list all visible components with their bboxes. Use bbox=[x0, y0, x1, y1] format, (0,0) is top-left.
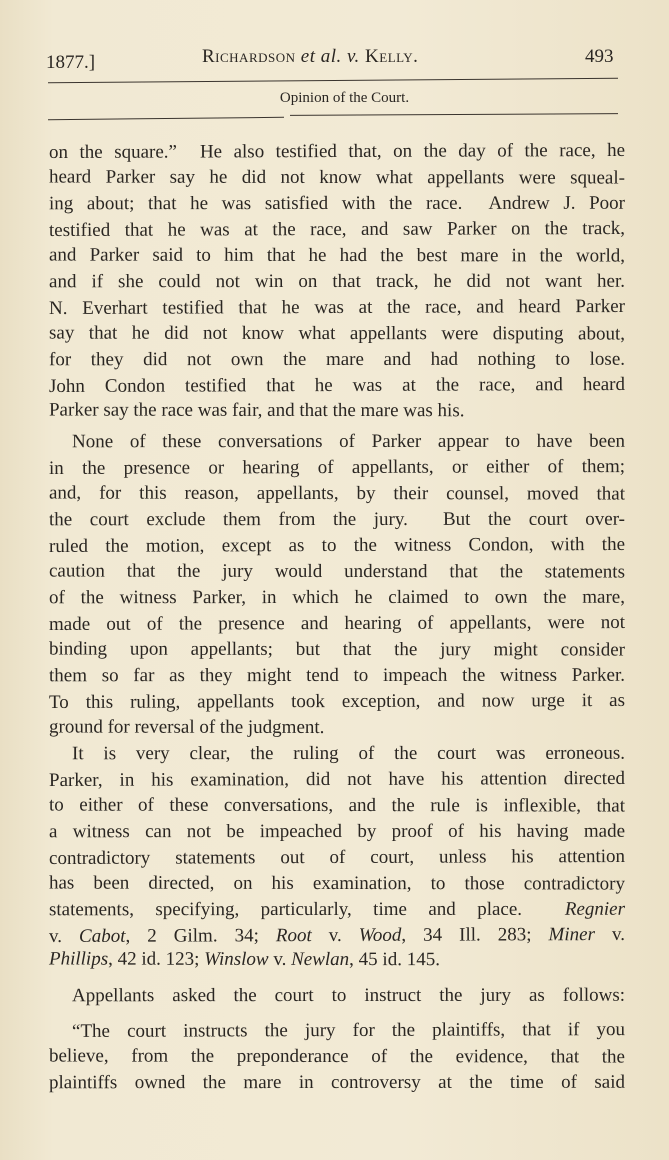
text-segment: , 45 id. 145. bbox=[349, 949, 440, 971]
text-segment: made out of the presence and hearing of appellants, were not bbox=[48, 611, 626, 636]
text-line bbox=[49, 243, 625, 268]
header-rule-top bbox=[48, 78, 618, 84]
text-segment: ground for reversal of the judgment. bbox=[48, 716, 325, 738]
header-rule-bottom-right bbox=[290, 113, 618, 116]
text-line bbox=[72, 430, 625, 454]
text-segment: v. bbox=[48, 925, 80, 948]
text-line bbox=[49, 637, 625, 662]
text-segment: to either of these conversations, and the rule is inflexible, that bbox=[48, 794, 626, 817]
text-line bbox=[72, 742, 625, 766]
text-segment: and if she could not win on that track, he did not want her. bbox=[48, 270, 626, 293]
text-segment: , 42 id. 123; bbox=[108, 948, 205, 970]
text-line bbox=[49, 820, 625, 845]
text-segment: a witness can not be impeached by proof of his having made bbox=[48, 820, 626, 843]
text-segment: Parker, in his examination, did not have his attention directed bbox=[48, 767, 626, 792]
text-segment: “The court instructs the jury for the plaintiffs, that if you bbox=[71, 1019, 626, 1042]
text-segment: To this ruling, appellants took exception, and now urge it as bbox=[48, 689, 626, 714]
text-line bbox=[49, 348, 625, 373]
case-party-a: Richardson bbox=[202, 46, 301, 67]
text-line bbox=[49, 1071, 625, 1096]
text-segment: v. bbox=[594, 923, 626, 946]
case-citation-name: Wood bbox=[358, 924, 402, 946]
text-segment: v. bbox=[268, 948, 292, 970]
case-party-b: Kelly. bbox=[365, 46, 419, 67]
text-segment: John Condon testified that he was at the race, and heard bbox=[48, 373, 626, 398]
text-line bbox=[49, 664, 625, 689]
text-segment: binding upon appellants; but that the jury might consider bbox=[48, 638, 626, 661]
text-segment: heard Parker say he did not know what appellants were squeal- bbox=[48, 166, 626, 189]
text-line bbox=[49, 533, 625, 559]
text-line bbox=[49, 321, 625, 346]
text-line bbox=[49, 139, 625, 165]
running-head-case-title bbox=[202, 46, 418, 68]
subheader-text: Opinion of the Court. bbox=[279, 90, 410, 106]
text-segment: , 2 Gilm. 34; bbox=[125, 925, 276, 947]
text-line bbox=[49, 481, 625, 506]
text-segment: ruled the motion, except as to the witness Condon, with the bbox=[48, 533, 626, 558]
case-citation-name: Root bbox=[275, 925, 312, 947]
case-citation-name: Phillips bbox=[48, 948, 109, 970]
text-line bbox=[49, 270, 625, 295]
text-line bbox=[49, 455, 625, 481]
text-segment: caution that the jury would understand that the statements bbox=[48, 560, 626, 583]
text-line bbox=[49, 923, 625, 949]
case-citation-name: Winslow bbox=[204, 948, 269, 970]
text-segment: N. Everhart testified that he was at the race, and heard Parker bbox=[48, 295, 626, 320]
text-line bbox=[49, 689, 625, 715]
section-subheader bbox=[0, 90, 669, 107]
text-line bbox=[49, 611, 625, 637]
text-segment: and, for this reason, appellants, by their counsel, moved that bbox=[48, 482, 626, 505]
case-et-al: et al. bbox=[300, 46, 342, 67]
case-citation-name: Regnier bbox=[564, 898, 626, 920]
text-line bbox=[49, 398, 625, 423]
text-line bbox=[49, 217, 625, 243]
header-rule-bottom-left bbox=[48, 117, 284, 121]
text-line bbox=[72, 1018, 625, 1044]
text-segment: None of these conversations of Parker appear to have been bbox=[71, 430, 626, 453]
text-segment: say that he did not know what appellants were disputing about, bbox=[48, 322, 626, 345]
text-line bbox=[49, 165, 625, 190]
text-segment: believe, from the preponderance of the evidence, that the bbox=[48, 1045, 626, 1068]
case-citation-name: Miner bbox=[548, 924, 595, 946]
text-segment: and Parker said to him that he had the best mare in the world, bbox=[48, 244, 626, 267]
text-line bbox=[49, 559, 625, 584]
text-segment: statements, specifying, particularly, time and place. bbox=[48, 898, 565, 921]
text-line bbox=[49, 192, 625, 217]
text-segment: contradictory statements out of court, unless his attention bbox=[48, 845, 626, 870]
text-segment: on the square.” He also testified that, on the day of the race, he bbox=[48, 139, 626, 164]
text-line bbox=[49, 586, 625, 611]
text-segment: of the witness Parker, in which he claimed to own the mare, bbox=[48, 586, 626, 609]
text-segment: It is very clear, the ruling of the court was erroneous. bbox=[71, 742, 626, 765]
text-line bbox=[49, 767, 625, 793]
text-line bbox=[49, 871, 625, 896]
text-line bbox=[49, 295, 625, 321]
page-number: 493 bbox=[585, 46, 614, 67]
text-segment: plaintiffs owned the mare in controversy at the time of said bbox=[48, 1071, 626, 1094]
text-line bbox=[49, 373, 625, 399]
text-segment: in the presence or hearing of appellants, or either of them; bbox=[48, 455, 626, 480]
text-segment: them so far as they might tend to impeach the witness Parker. bbox=[48, 664, 626, 687]
case-citation-name: Cabot bbox=[78, 925, 126, 947]
text-line bbox=[49, 947, 625, 972]
text-segment: Parker say the race was fair, and that the mare was his. bbox=[48, 399, 465, 422]
text-line bbox=[49, 845, 625, 871]
case-versus: v. bbox=[341, 46, 366, 67]
text-segment: testified that he was at the race, and saw Parker on the track, bbox=[48, 217, 626, 242]
text-segment: v. bbox=[311, 924, 359, 947]
text-segment: , 34 Ill. 283; bbox=[401, 924, 549, 946]
text-line bbox=[49, 715, 625, 740]
case-citation-name: Newlan bbox=[291, 948, 350, 971]
text-line bbox=[49, 1044, 625, 1069]
text-segment: Appellants asked the court to instruct the jury as follows: bbox=[71, 984, 626, 1007]
text-line bbox=[49, 898, 625, 923]
text-segment: ing about; that he was satisfied with the race. Andrew J. Poor bbox=[48, 192, 626, 215]
text-line bbox=[72, 984, 625, 1008]
running-head-year: 1877.] bbox=[46, 52, 96, 73]
text-segment: the court exclude them from the jury. But the court over- bbox=[48, 508, 626, 531]
text-segment: has been directed, on his examination, to those contradictory bbox=[48, 872, 626, 895]
text-line bbox=[49, 793, 625, 818]
text-line bbox=[49, 508, 625, 533]
text-segment: for they did not own the mare and had nothing to lose. bbox=[48, 348, 626, 371]
